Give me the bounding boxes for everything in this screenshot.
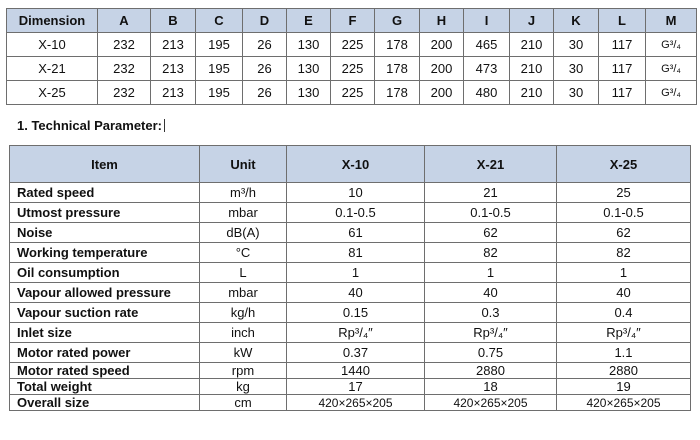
value-cell: 0.1-0.5 [287, 203, 425, 223]
table-row [10, 283, 691, 303]
unit-cell: °C [200, 243, 287, 263]
item-cell: Motor rated speed [10, 363, 200, 379]
table-row [10, 379, 691, 395]
item-cell: Vapour allowed pressure [10, 283, 200, 303]
table-cell: 195 [196, 57, 243, 81]
unit-cell: m³/h [200, 183, 287, 203]
value-cell: 40 [287, 283, 425, 303]
model-cell: X-10 [7, 33, 98, 57]
model-cell: X-25 [7, 81, 98, 105]
table-row [10, 303, 691, 323]
header-cell: E [287, 9, 331, 33]
value-cell: 1440 [287, 363, 425, 379]
table-cell: 225 [331, 33, 375, 57]
table-cell: 178 [375, 33, 420, 57]
value-cell: 0.4 [557, 303, 691, 323]
header-cell: K [554, 9, 599, 33]
value-cell: 21 [425, 183, 557, 203]
table-cell: 117 [599, 33, 646, 57]
value-cell: 40 [425, 283, 557, 303]
table-cell: 232 [98, 33, 151, 57]
unit-cell: kg/h [200, 303, 287, 323]
table-row [7, 57, 697, 81]
table-cell: 117 [599, 81, 646, 105]
table-cell: 480 [464, 81, 510, 105]
table-cell: 26 [243, 81, 287, 105]
item-cell: Noise [10, 223, 200, 243]
unit-cell: rpm [200, 363, 287, 379]
table-cell: 200 [420, 33, 464, 57]
unit-cell: L [200, 263, 287, 283]
value-cell: 61 [287, 223, 425, 243]
table-row [10, 223, 691, 243]
header-cell: X-21 [425, 146, 557, 183]
value-cell: 62 [557, 223, 691, 243]
table-cell: 225 [331, 57, 375, 81]
table-cell: 130 [287, 57, 331, 81]
item-cell: Vapour suction rate [10, 303, 200, 323]
model-cell: X-21 [7, 57, 98, 81]
item-cell: Oil consumption [10, 263, 200, 283]
table-cell: 473 [464, 57, 510, 81]
value-cell: 82 [557, 243, 691, 263]
item-cell: Overall size [10, 395, 200, 411]
header-cell: Dimension [7, 9, 98, 33]
header-cell: X-10 [287, 146, 425, 183]
table-cell: 232 [98, 57, 151, 81]
table-cell: 465 [464, 33, 510, 57]
tech-parameter-table [9, 145, 691, 411]
item-cell: Total weight [10, 379, 200, 395]
table-row [10, 343, 691, 363]
unit-cell: dB(A) [200, 223, 287, 243]
table-cell: 195 [196, 33, 243, 57]
header-cell: Item [10, 146, 200, 183]
value-cell: 1 [557, 263, 691, 283]
table-cell: 130 [287, 81, 331, 105]
table-cell: 30 [554, 57, 599, 81]
value-cell: 10 [287, 183, 425, 203]
value-cell: 420×265×205 [425, 395, 557, 411]
table-cell: 213 [151, 81, 196, 105]
dimension-table [6, 8, 697, 105]
table-cell: 30 [554, 81, 599, 105]
header-cell: B [151, 9, 196, 33]
header-cell: C [196, 9, 243, 33]
item-cell: Working temperature [10, 243, 200, 263]
table-row [10, 183, 691, 203]
unit-cell: cm [200, 395, 287, 411]
table-row [10, 363, 691, 379]
value-cell: 1.1 [557, 343, 691, 363]
table-cell: 30 [554, 33, 599, 57]
header-cell: H [420, 9, 464, 33]
unit-cell: inch [200, 323, 287, 343]
value-cell: 2880 [425, 363, 557, 379]
table-cell: 210 [510, 57, 554, 81]
value-cell: Rp³/₄″ [557, 323, 691, 343]
value-cell: 0.37 [287, 343, 425, 363]
table-row [10, 323, 691, 343]
value-cell: 25 [557, 183, 691, 203]
unit-cell: kg [200, 379, 287, 395]
tech-header-row [10, 146, 691, 183]
table-cell: 117 [599, 57, 646, 81]
table-cell: 26 [243, 57, 287, 81]
table-row [10, 263, 691, 283]
table-row [10, 203, 691, 223]
table-row [7, 81, 697, 105]
value-cell: 17 [287, 379, 425, 395]
table-cell: 225 [331, 81, 375, 105]
section-heading [17, 118, 165, 133]
table-cell: 26 [243, 33, 287, 57]
table-cell: 210 [510, 81, 554, 105]
value-cell: Rp³/₄″ [425, 323, 557, 343]
text-cursor [164, 119, 165, 132]
table-cell: G³/₄ [646, 33, 697, 57]
item-cell: Motor rated power [10, 343, 200, 363]
unit-cell: mbar [200, 283, 287, 303]
header-cell: L [599, 9, 646, 33]
dimension-header-row [7, 9, 697, 33]
table-cell: 200 [420, 57, 464, 81]
value-cell: 62 [425, 223, 557, 243]
value-cell: 82 [425, 243, 557, 263]
unit-cell: kW [200, 343, 287, 363]
header-cell: A [98, 9, 151, 33]
value-cell: 40 [557, 283, 691, 303]
value-cell: 81 [287, 243, 425, 263]
table-cell: 213 [151, 57, 196, 81]
header-cell: X-25 [557, 146, 691, 183]
table-cell: 178 [375, 57, 420, 81]
table-row [7, 33, 697, 57]
header-cell: F [331, 9, 375, 33]
value-cell: 0.75 [425, 343, 557, 363]
table-cell: G³/₄ [646, 57, 697, 81]
table-row [10, 243, 691, 263]
header-cell: I [464, 9, 510, 33]
item-cell: Rated speed [10, 183, 200, 203]
value-cell: Rp³/₄″ [287, 323, 425, 343]
header-cell: D [243, 9, 287, 33]
header-cell: J [510, 9, 554, 33]
value-cell: 0.3 [425, 303, 557, 323]
section-heading-text: 1. Technical Parameter: [17, 118, 162, 133]
value-cell: 420×265×205 [287, 395, 425, 411]
table-cell: 178 [375, 81, 420, 105]
table-row [10, 395, 691, 411]
value-cell: 0.1-0.5 [425, 203, 557, 223]
header-cell: Unit [200, 146, 287, 183]
header-cell: G [375, 9, 420, 33]
unit-cell: mbar [200, 203, 287, 223]
table-cell: 200 [420, 81, 464, 105]
table-cell: 232 [98, 81, 151, 105]
table-cell: 210 [510, 33, 554, 57]
item-cell: Utmost pressure [10, 203, 200, 223]
table-cell: 195 [196, 81, 243, 105]
header-cell: M [646, 9, 697, 33]
value-cell: 420×265×205 [557, 395, 691, 411]
table-cell: 130 [287, 33, 331, 57]
table-cell: 213 [151, 33, 196, 57]
value-cell: 18 [425, 379, 557, 395]
value-cell: 1 [287, 263, 425, 283]
table-cell: G³/₄ [646, 81, 697, 105]
value-cell: 0.15 [287, 303, 425, 323]
item-cell: Inlet size [10, 323, 200, 343]
value-cell: 2880 [557, 363, 691, 379]
value-cell: 19 [557, 379, 691, 395]
value-cell: 0.1-0.5 [557, 203, 691, 223]
value-cell: 1 [425, 263, 557, 283]
